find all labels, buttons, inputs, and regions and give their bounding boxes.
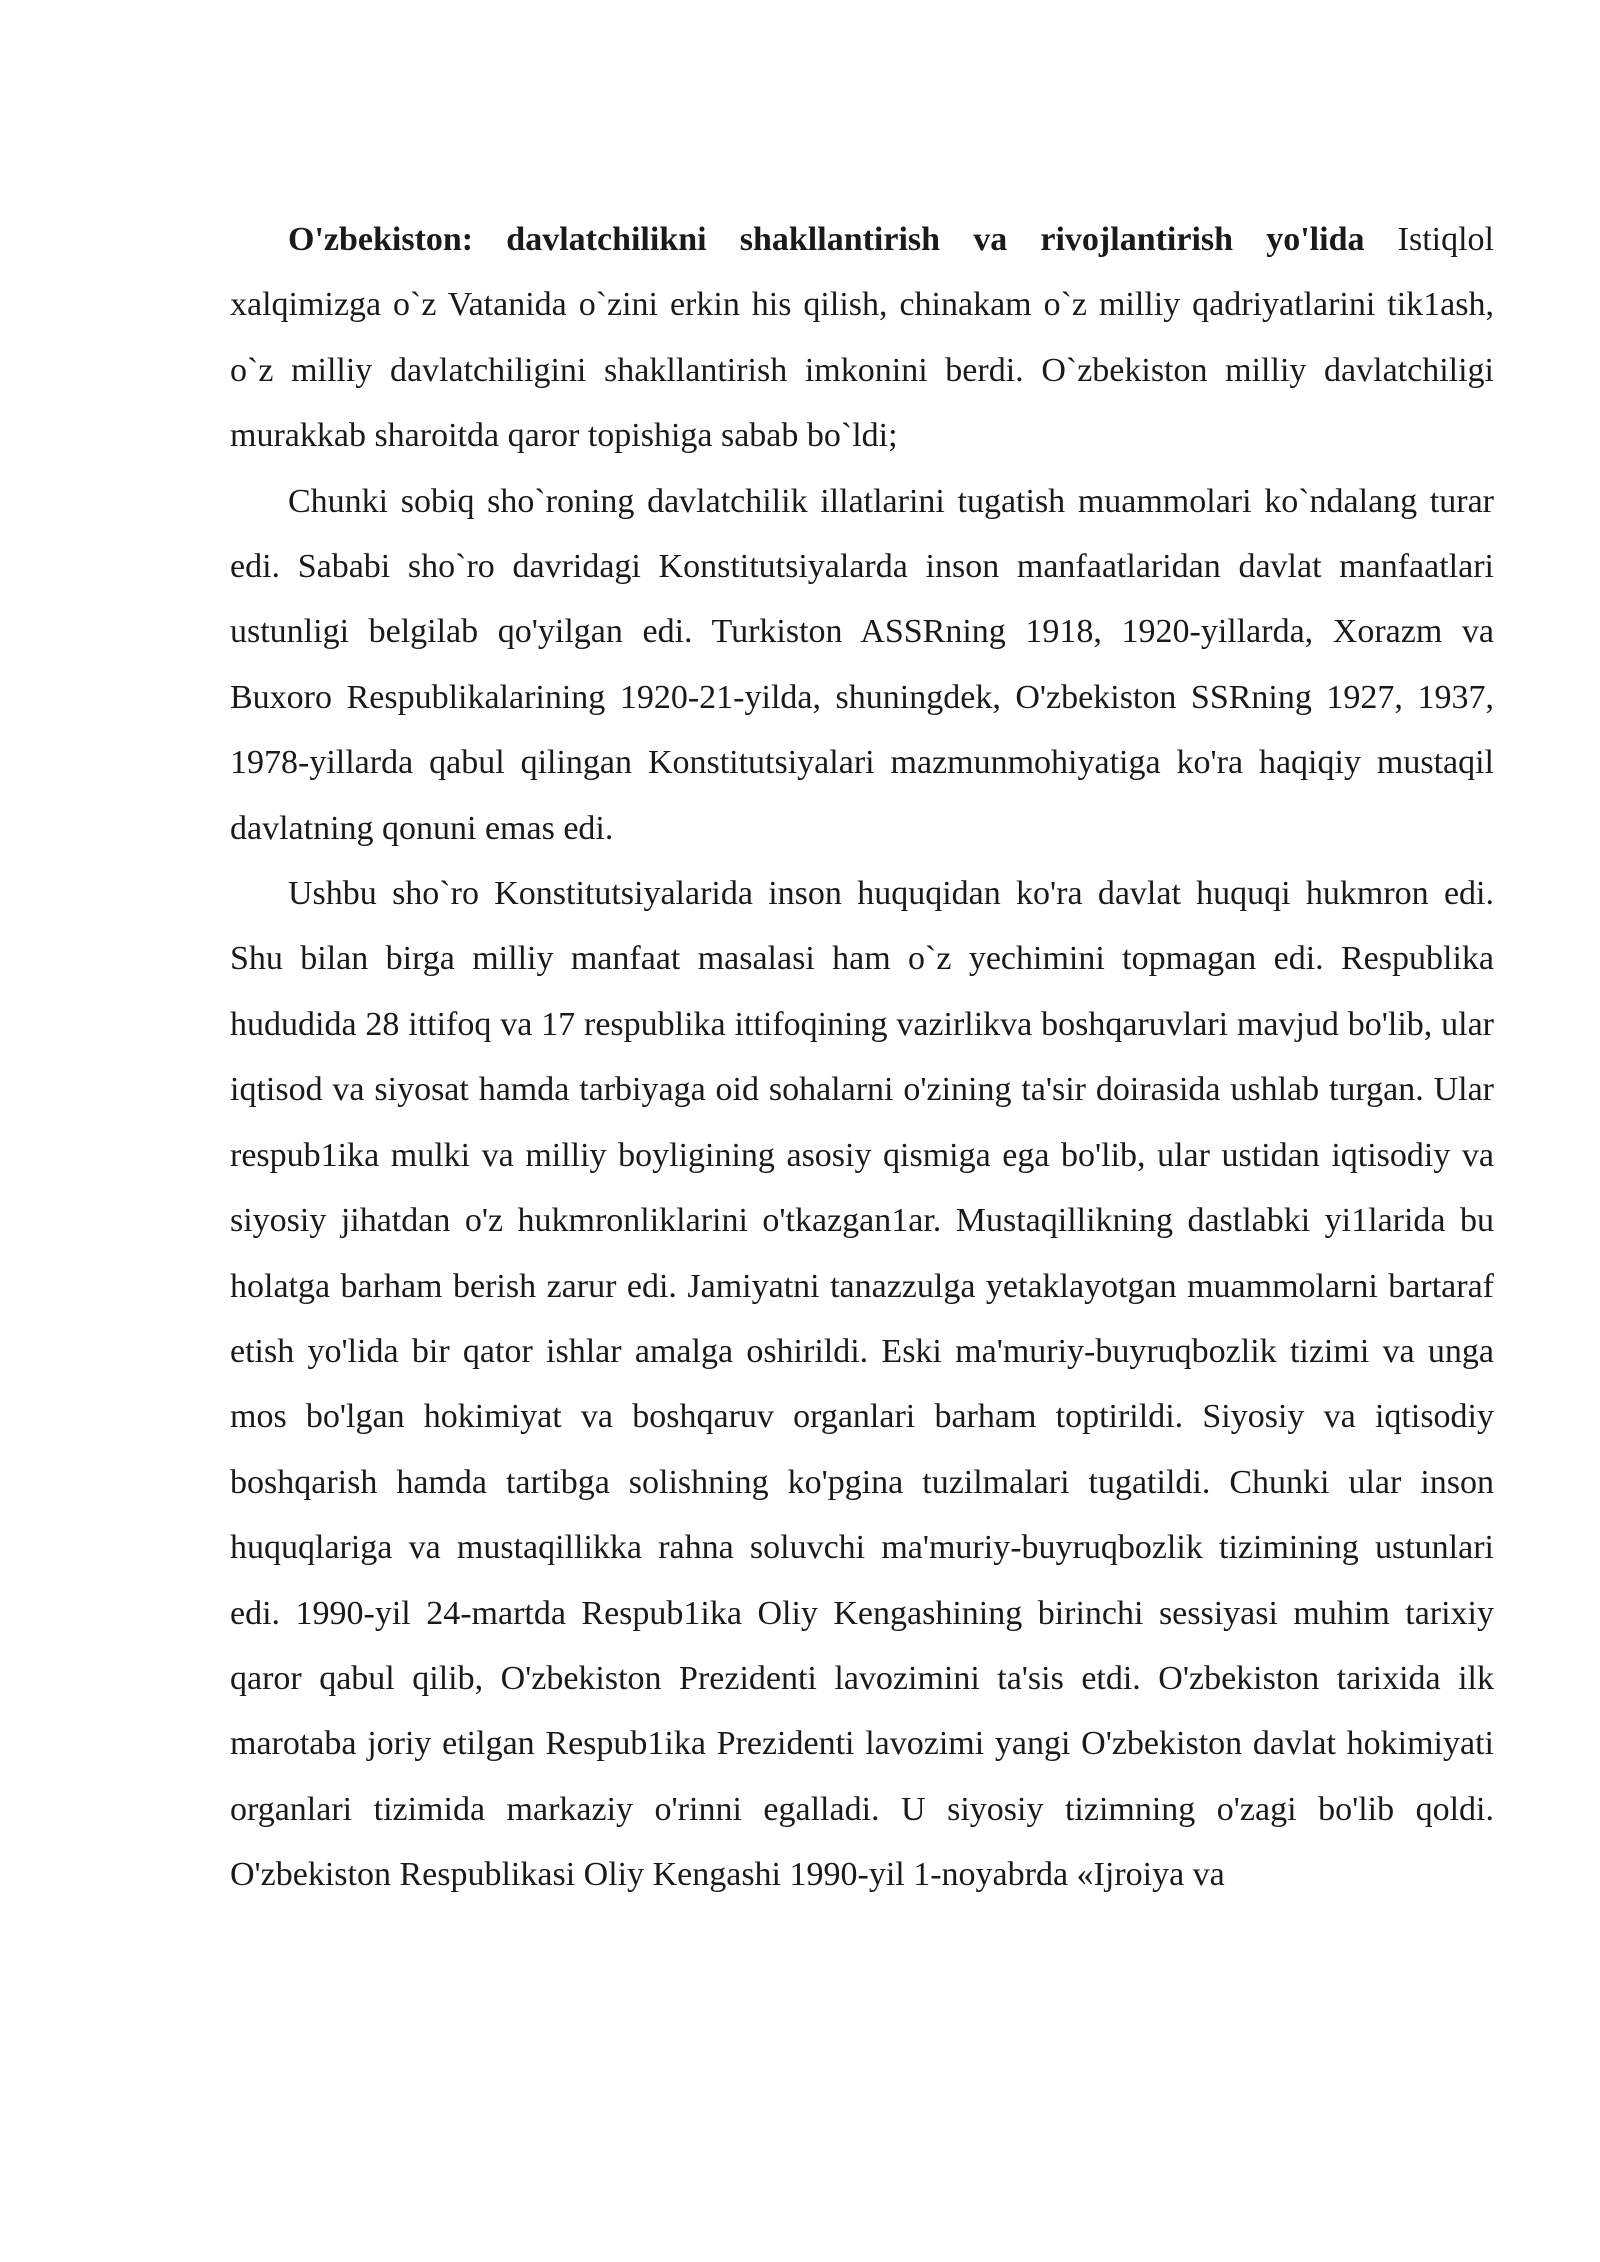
paragraph-1 [230, 207, 1494, 469]
document-body [230, 207, 1494, 1908]
paragraph-3: Ushbu sho`ro Konstitutsiyalarida inson huquqidan ko'ra davlat huquqi hukmron edi. Shu bilan birga milliy manfaat masalasi ham o`z yechimini topmagan edi. Respublika hududida 28 ittifoq va 17 respublika ittifoqining vazirlikva boshqaruvlari mavjud bo'lib, ular iqtisod va siyosat hamda tarbiyaga oid sohalarni o'zining ta'sir doirasida ushlab turgan. Ular respub1ika mulki va milliy boyligining asosiy qismiga ega bo'lib, ular ustidan iqtisodiy va siyosiy jihatdan o'z hukmronliklarini o'tkazgan1ar. Mustaqillikning dastlabki yi1larida bu holatga barham berish zarur edi. Jamiyatni tanazzulga yetaklayotgan muammolarni bartaraf etish yo'lida bir qator ishlar amalga oshirildi. Eski ma'muriy-buyruqbozlik tizimi va unga mos bo'lgan hokimiyat va boshqaruv organlari barham toptirildi. Siyosiy va iqtisodiy boshqarish hamda tartibga solishning ko'pgina tuzilmalari tugatildi. Chunki ular inson huquqlariga va mustaqillikka rahna soluvchi ma'muriy-buyruqbozlik tizimining ustunlari edi. 1990-yil 24-martda Respub1ika Oliy Kengashining birinchi sessiyasi muhim tarixiy qaror qabul qilib, O'zbekiston Prezidenti lavozimini ta'sis etdi. O'zbekiston tarixida ilk marotaba joriy etilgan Respub1ika Prezidenti lavozimi yangi O'zbekiston davlat hokimiyati organlari tizimida markaziy o'rinni egalladi. U siyosiy tizimning o'zagi bo'lib qoldi. O'zbekiston Respublikasi Oliy Kengashi 1990-yil 1-noyabrda «Ijroiya va [230, 875, 1494, 1894]
section-heading: O'zbekiston: davlatchilikni shakllantirish va rivojlantirish yo'lida [288, 221, 1365, 258]
paragraph-1-text: Istiqlol xalqimizga o`z Vatanida o`zini erkin his qilish, chinakam o`z milliy qadriyatlarini tik1ash, o`z milliy davlatchiligini shakllantirish imkonini berdi. O`zbekiston milliy davlatchiligi murakkab sharoitda qaror topishiga sabab bo`ldi; [230, 221, 1494, 455]
paragraph-2: Chunki sobiq sho`roning davlatchilik illatlarini tugatish muammolari ko`ndalang turar edi. Sababi sho`ro davridagi Konstitutsiyalarda inson manfaatlaridan davlat manfaatlari ustunligi belgilab qo'yilgan edi. Turkiston ASSRning 1918, 1920-yillarda, Xorazm va Buxoro Respublikalarining 1920-21-yilda, shuningdek, O'zbekiston SSRning 1927, 1937, 1978-yillarda qabul qilingan Konstitutsiyalari mazmunmohiyatiga ko'ra haqiqiy mustaqil davlatning qonuni emas edi. [230, 482, 1494, 847]
